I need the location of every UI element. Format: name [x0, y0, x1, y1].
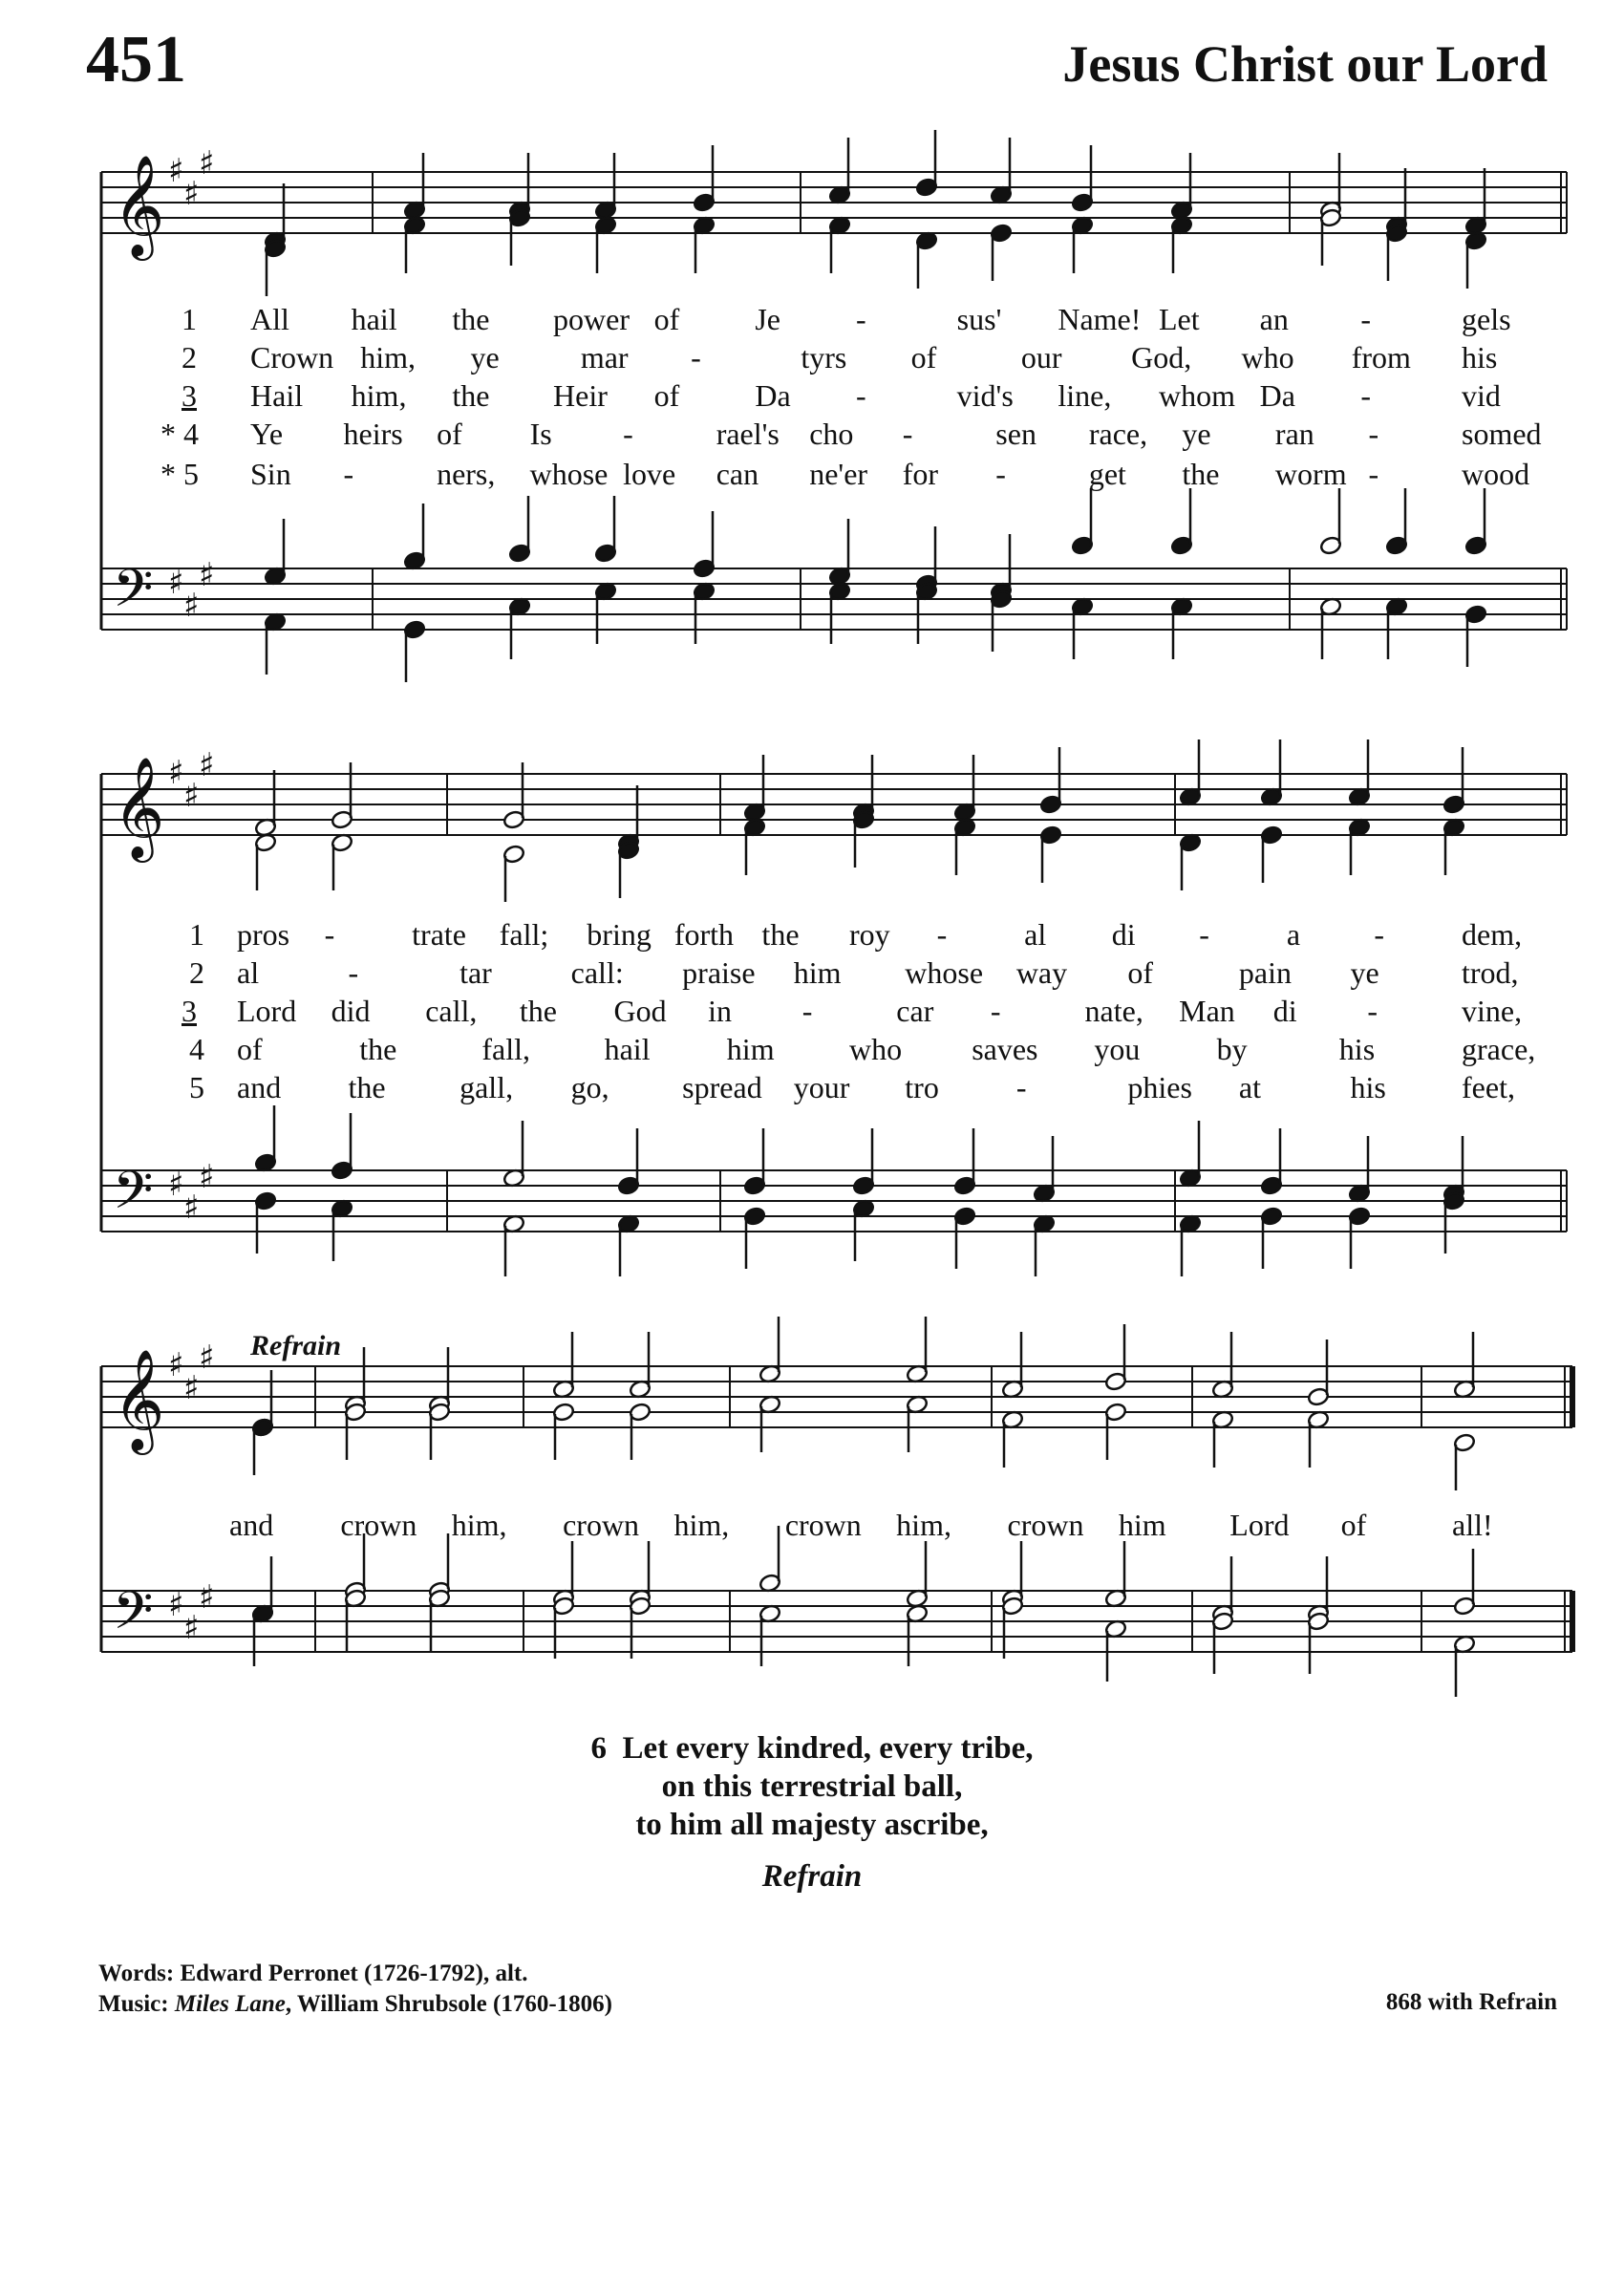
sharp-sign: ♯: [199, 1339, 215, 1377]
lyric-syllable: ners,: [437, 457, 496, 491]
lyric-syllable: Let: [1159, 302, 1200, 336]
lyric-syllable: -: [1199, 917, 1209, 952]
lyric-syllable: somed: [1462, 417, 1542, 451]
verse-number: * 4: [160, 417, 199, 451]
lyric-syllable: tyrs: [801, 340, 847, 375]
sharp-sign: ♯: [183, 1369, 200, 1407]
lyric-syllable: -: [1360, 302, 1371, 336]
lyric-syllable: a: [1286, 917, 1301, 952]
verse-number: 2: [182, 340, 197, 375]
lyric-syllable: who: [849, 1032, 903, 1066]
lyric-syllable: love: [623, 457, 676, 491]
lyric-syllable: hail: [351, 302, 397, 336]
lyric-syllable: -: [324, 917, 335, 952]
hymn-number: 451: [86, 23, 186, 96]
lyric-syllable: ye: [470, 340, 500, 375]
lyric-syllable: Da: [755, 378, 791, 413]
verse-number: 1: [182, 302, 197, 336]
lyric-syllable: -: [1015, 1070, 1027, 1104]
lyric-syllable: vid's: [956, 378, 1014, 413]
lyric-syllable: -: [1368, 417, 1379, 451]
sharp-sign: ♯: [199, 556, 215, 594]
lyric-syllable: al: [1024, 917, 1047, 952]
refrain-syllable: crown: [784, 1508, 862, 1542]
lyric-syllable: trod,: [1462, 955, 1519, 990]
lyric-syllable: power: [553, 302, 630, 336]
stanza-6-refrain: Refrain: [761, 1859, 863, 1894]
sharp-sign: ♯: [199, 746, 215, 784]
lyric-syllable: Lord: [237, 994, 297, 1028]
sharp-sign: ♯: [183, 587, 200, 625]
sharp-sign: ♯: [183, 175, 200, 213]
lyric-syllable: worm: [1274, 457, 1347, 491]
refrain-label: Refrain: [250, 1330, 342, 1361]
verse-number: 4: [189, 1032, 204, 1066]
refrain-syllable: him,: [673, 1508, 730, 1542]
refrain-syllable: crown: [1007, 1508, 1084, 1542]
lyric-syllable: and: [237, 1070, 282, 1104]
music-credit: Music: Miles Lane, William Shrubsole (1760-1806): [98, 1991, 612, 2017]
lyric-syllable: pros: [237, 917, 290, 952]
lyric-syllable: of: [653, 302, 680, 336]
lyric-syllable: forth: [673, 917, 735, 952]
lyric-syllable: line,: [1058, 378, 1112, 413]
lyric-syllable: the: [359, 1032, 397, 1066]
section-title: Jesus Christ our Lord: [1062, 35, 1548, 93]
sharp-sign: ♯: [199, 1578, 215, 1617]
lyric-syllable: whose: [905, 955, 984, 990]
lyric-syllable: rael's: [716, 417, 780, 451]
bass-clef: 𝄢: [113, 558, 154, 632]
lyric-syllable: the: [452, 378, 490, 413]
lyric-syllable: his: [1462, 340, 1498, 375]
lyric-syllable: spread: [682, 1070, 762, 1104]
lyric-syllable: -: [1360, 378, 1371, 413]
lyric-syllable: go,: [570, 1070, 609, 1104]
treble-clef: 𝄞: [113, 756, 165, 858]
verse-number: 5: [189, 1070, 204, 1104]
lyric-syllable: Da: [1259, 378, 1295, 413]
lyric-syllable: fall;: [499, 917, 549, 952]
lyric-syllable: gall,: [459, 1070, 514, 1104]
lyric-syllable: of: [237, 1032, 263, 1066]
bass-clef: 𝄢: [113, 1580, 154, 1654]
lyric-syllable: of: [437, 417, 462, 451]
lyric-syllable: him: [793, 955, 842, 990]
treble-clef: 𝄞: [113, 1348, 165, 1450]
stanza-6-number: 6: [590, 1731, 607, 1766]
lyric-syllable: by: [1216, 1032, 1248, 1066]
lyric-syllable: him,: [351, 378, 407, 413]
lyric-syllable: him,: [360, 340, 417, 375]
tune-name: Miles Lane: [174, 1991, 286, 2017]
stanza-6-line-3: to him all majesty ascribe,: [635, 1808, 989, 1842]
credits: [98, 1959, 612, 2020]
lyric-syllable: All: [250, 302, 289, 336]
lyric-syllable: ne'er: [809, 457, 868, 491]
lyric-syllable: -: [348, 955, 359, 990]
sharp-sign: ♯: [183, 1609, 200, 1647]
lyric-syllable: -: [990, 994, 1001, 1028]
lyric-syllable: the: [519, 994, 557, 1028]
verse-number: * 5: [160, 457, 199, 491]
lyric-syllable: way: [1015, 955, 1068, 990]
lyric-syllable: the: [761, 917, 800, 952]
lyric-syllable: mar: [580, 340, 629, 375]
sharp-sign: ♯: [168, 152, 184, 190]
lyric-syllable: bring: [587, 917, 652, 952]
verse-number: 2: [189, 955, 204, 990]
lyric-syllable: for: [902, 457, 939, 491]
sharp-sign: ♯: [199, 1158, 215, 1196]
lyric-syllable: did: [331, 994, 371, 1028]
lyric-syllable: ye: [1350, 955, 1379, 990]
sharp-sign: ♯: [168, 1166, 184, 1204]
lyric-syllable: call,: [425, 994, 478, 1028]
lyric-syllable: God,: [1131, 340, 1192, 375]
lyric-syllable: whom: [1159, 378, 1235, 413]
lyric-syllable: wood: [1462, 457, 1530, 491]
sharp-sign: ♯: [183, 1189, 200, 1227]
refrain-syllable: and: [229, 1508, 274, 1542]
words-credit: Words: Edward Perronet (1726-1792), alt.: [98, 1961, 528, 1986]
lyric-syllable: -: [801, 994, 813, 1028]
lyric-syllable: of: [1127, 955, 1154, 990]
lyric-syllable: pain: [1238, 955, 1292, 990]
lyric-syllable: heirs: [343, 417, 403, 451]
lyric-syllable: the: [1182, 457, 1220, 491]
refrain-syllable: Lord: [1229, 1508, 1290, 1542]
lyric-syllable: him: [726, 1032, 775, 1066]
lyric-syllable: Name!: [1058, 302, 1142, 336]
lyric-syllable: -: [856, 378, 866, 413]
lyric-syllable: of: [910, 340, 937, 375]
lyric-syllable: -: [1368, 457, 1379, 491]
lyric-syllable: an: [1259, 302, 1289, 336]
lyric-syllable: his: [1338, 1032, 1376, 1066]
lyric-syllable: Sin: [250, 457, 291, 491]
sharp-sign: ♯: [168, 754, 184, 792]
lyric-syllable: grace,: [1462, 1032, 1536, 1066]
lyric-syllable: -: [1374, 917, 1385, 952]
lyric-syllable: -: [902, 417, 913, 451]
refrain-syllable: crown: [340, 1508, 417, 1542]
refrain-syllable: all!: [1452, 1508, 1493, 1542]
verse-number: 1: [189, 917, 204, 952]
meter: 868 with Refrain: [1385, 1989, 1557, 2015]
lyric-syllable: in: [708, 994, 732, 1028]
lyric-syllable: vine,: [1462, 994, 1523, 1028]
lyric-syllable: Hail: [250, 378, 304, 413]
lyric-syllable: -: [691, 340, 701, 375]
lyric-syllable: fall,: [481, 1032, 531, 1066]
lyric-syllable: ye: [1182, 417, 1211, 451]
lyric-syllable: car: [896, 994, 934, 1028]
refrain-syllable: crown: [563, 1508, 640, 1542]
lyric-syllable: race,: [1088, 417, 1148, 451]
lyric-syllable: the: [348, 1070, 386, 1104]
lyric-syllable: vid: [1462, 378, 1501, 413]
verse-number: 3: [182, 994, 197, 1028]
lyric-syllable: saves: [972, 1032, 1038, 1066]
lyric-syllable: al: [237, 955, 260, 990]
lyric-syllable: Je: [755, 302, 780, 336]
lyric-syllable: gels: [1462, 302, 1511, 336]
lyric-syllable: Is: [529, 417, 552, 451]
lyric-syllable: ran: [1274, 417, 1314, 451]
lyric-syllable: feet,: [1462, 1070, 1515, 1104]
lyric-syllable: get: [1088, 457, 1126, 491]
lyric-syllable: whose: [529, 457, 609, 491]
refrain-syllable: him,: [451, 1508, 507, 1542]
lyric-syllable: -: [856, 302, 866, 336]
lyric-syllable: -: [995, 457, 1006, 491]
refrain-syllable: him,: [896, 1508, 951, 1542]
stanza-6-line-1: 6 Let every kindred, every tribe,: [590, 1731, 1034, 1766]
lyric-syllable: phies: [1127, 1070, 1192, 1104]
sharp-sign: ♯: [168, 1586, 184, 1624]
lyric-syllable: call:: [570, 955, 624, 990]
lyric-syllable: praise: [682, 955, 756, 990]
lyric-syllable: our: [1020, 340, 1062, 375]
lyric-syllable: -: [936, 917, 948, 952]
lyric-syllable: the: [452, 302, 490, 336]
lyric-syllable: tar: [459, 955, 492, 990]
lyric-syllable: Ye: [250, 417, 284, 451]
lyric-syllable: trate: [412, 917, 466, 952]
sharp-sign: ♯: [168, 1346, 184, 1384]
sharp-sign: ♯: [183, 777, 200, 815]
lyric-syllable: sus': [956, 302, 1002, 336]
lyric-syllable: tro: [905, 1070, 939, 1104]
stanza-6-line-2: on this terrestrial ball,: [661, 1769, 963, 1804]
lyric-syllable: from: [1351, 340, 1411, 375]
lyric-syllable: Heir: [553, 378, 608, 413]
lyric-syllable: -: [1367, 994, 1378, 1028]
lyric-syllable: nate,: [1084, 994, 1143, 1028]
lyric-syllable: di: [1272, 994, 1297, 1028]
bass-clef: 𝄢: [113, 1160, 154, 1233]
lyric-syllable: -: [343, 457, 354, 491]
lyric-syllable: roy: [849, 917, 890, 952]
lyric-syllable: can: [716, 457, 759, 491]
refrain-syllable: him: [1118, 1508, 1166, 1542]
sharp-sign: ♯: [199, 144, 215, 182]
lyric-syllable: cho: [809, 417, 854, 451]
lyric-syllable: his: [1350, 1070, 1386, 1104]
lyric-syllable: dem,: [1462, 917, 1523, 952]
stanza-6: [0, 1729, 1624, 1896]
lyric-syllable: your: [793, 1070, 850, 1104]
lyric-syllable: who: [1241, 340, 1294, 375]
lyric-syllable: God: [613, 994, 667, 1028]
lyric-syllable: you: [1094, 1032, 1141, 1066]
lyric-syllable: Crown: [250, 340, 334, 375]
lyric-syllable: at: [1238, 1070, 1261, 1104]
lyric-syllable: of: [653, 378, 680, 413]
lyric-syllable: sen: [995, 417, 1036, 451]
lyric-syllable: Man: [1179, 994, 1235, 1028]
treble-clef: 𝄞: [113, 154, 165, 256]
verse-number: 3: [182, 378, 197, 413]
sharp-sign: ♯: [168, 564, 184, 602]
lyric-syllable: di: [1111, 917, 1136, 952]
lyric-syllable: hail: [604, 1032, 651, 1066]
refrain-syllable: of: [1340, 1508, 1367, 1542]
lyric-syllable: -: [623, 417, 633, 451]
